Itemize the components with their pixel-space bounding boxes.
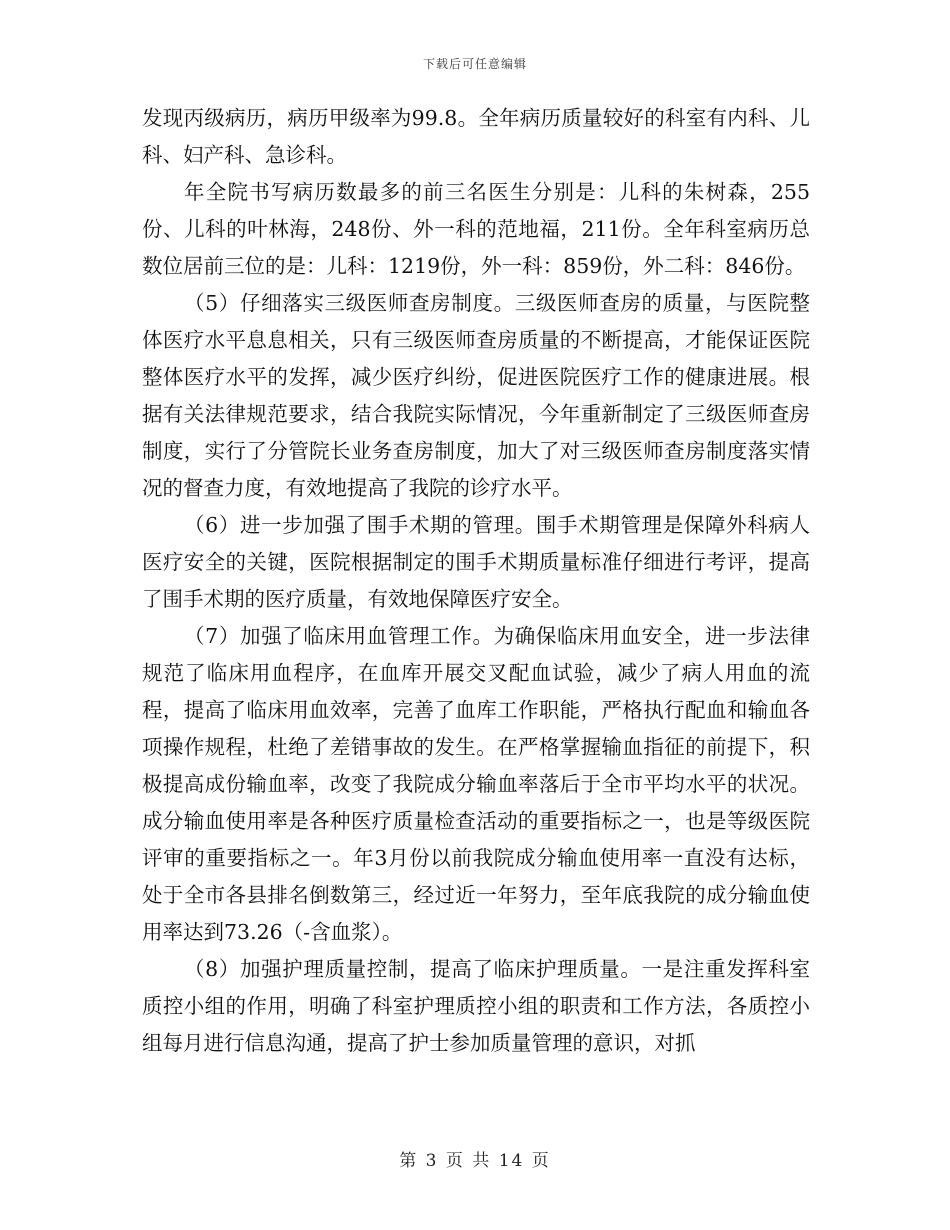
paragraph-5: （7）加强了临床用血管理工作。为确保临床用血安全，进一步法律规范了临床用血程序，在血库开展交叉配血试验，减少了病人用血的流程，提高了临床用血效率，完善了血库工作职能，严格执行配血和输血各项操作规程，杜绝了差错事故的发生。在严格掌握输血指征的前提下，积极提高成份输血率，改变了我院成分输血率落后于全市平均水平的状况。成分输血使用率是各种医疗质量检查活动的重要指标之一，也是等级医院评审的重要指标之一。年3月份以前我院成分输血使用率一直没有达标，处于全市各县排名倒数第三，经过近一年努力，至年底我院的成分输血使用率达到73.26（-含血浆）。 xyxy=(142,624,810,944)
paragraph-1: 发现丙级病历，病历甲级率为99.8。全年病历质量较好的科室有内科、儿科、妇产科、急诊科。 xyxy=(142,106,810,167)
page-footer: 第 3 页 共 14 页 xyxy=(399,1151,551,1171)
document-body xyxy=(142,100,810,1062)
paragraph-6: （8）加强护理质量控制，提高了临床护理质量。一是注重发挥科室质控小组的作用，明确了科室护理质控小组的职责和工作方法，各质控小组每月进行信息沟通，提高了护士参加质量管理的意识，对抓 xyxy=(142,957,810,1055)
paragraph-3: （5）仔细落实三级医师查房制度。三级医师查房的质量，与医院整体医疗水平息息相关，只有三级医师查房质量的不断提高，才能保证医院整体医疗水平的发挥，减少医疗纠纷，促进医院医疗工作的健康进展。根据有关法律规范要求，结合我院实际情况，今年重新制定了三级医师查房制度，实行了分管院长业务查房制度，加大了对三级医师查房制度落实情况的督查力度，有效地提高了我院的诊疗水平。 xyxy=(142,291,810,500)
paragraph-4: （6）进一步加强了围手术期的管理。围手术期管理是保障外科病人医疗安全的关键，医院根据制定的围手术期质量标准仔细进行考评，提高了围手术期的医疗质量，有效地保障医疗安全。 xyxy=(142,513,810,611)
page-header: 下载后可任意编辑 xyxy=(422,57,527,71)
paragraph-2: 年全院书写病历数最多的前三名医生分别是：儿科的朱树森，255份、儿科的叶林海，248份、外一科的范地福，211份。全年科室病历总数位居前三位的是：儿科：1219份，外一科：859份，外二科：846份。 xyxy=(142,180,810,278)
